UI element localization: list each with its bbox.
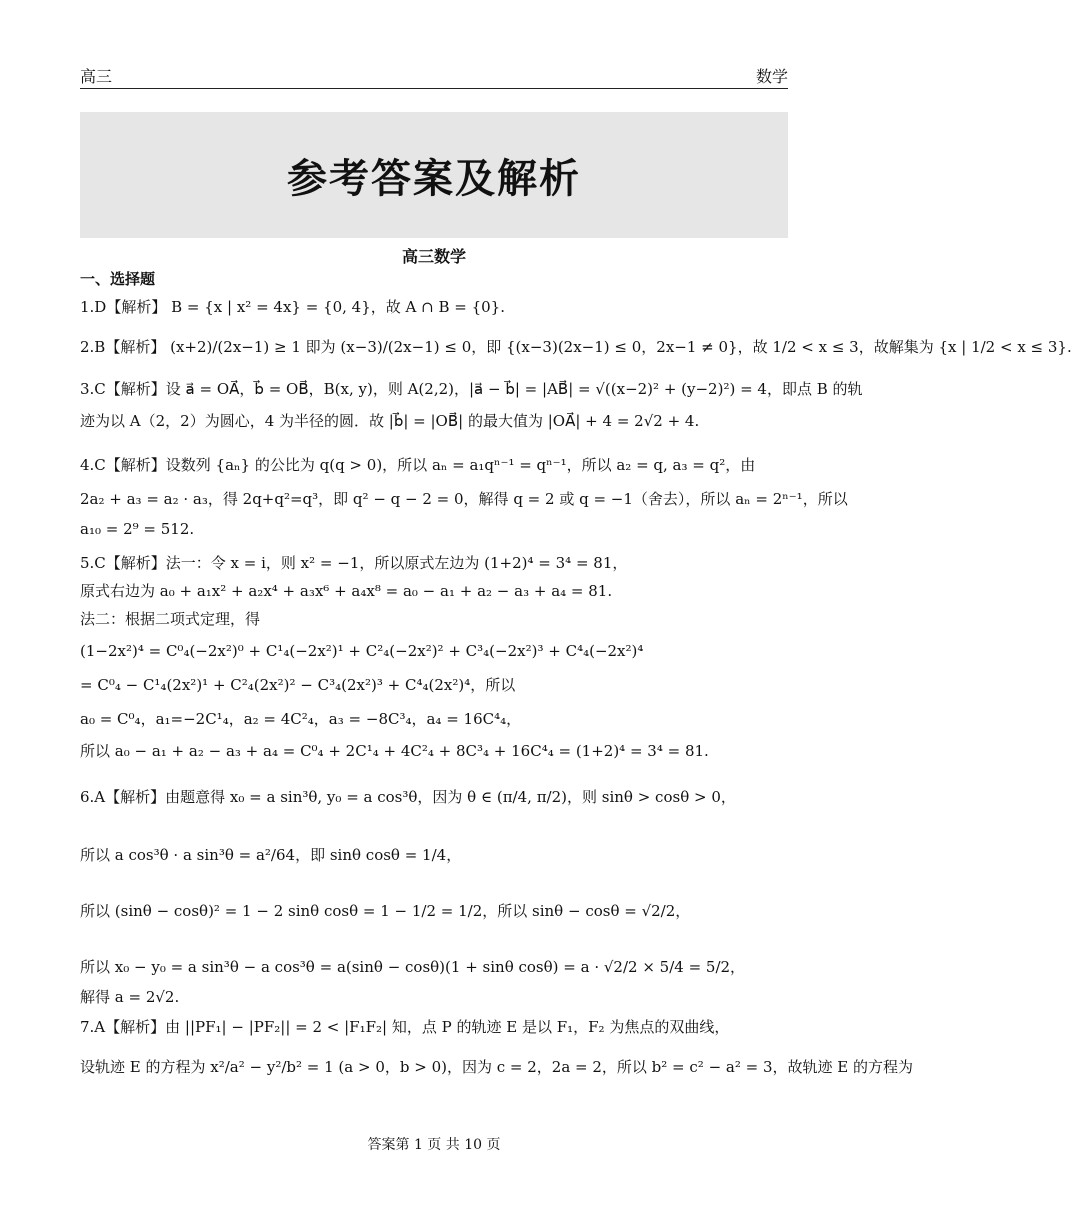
answer-line: a₀ = C⁰₄，a₁=−2C¹₄，a₂ = 4C²₄，a₃ = −8C³₄，a₄ = 16C⁴₄，: [80, 710, 522, 728]
answer-line: a₁₀ = 2⁹ = 512.: [80, 520, 195, 538]
answer-line: 所以 x₀ − y₀ = a sin³θ − a cos³θ = a(sinθ − cosθ)(1 + sinθ cosθ) = a · √2/2 × 5/4 = 5/2，: [80, 958, 746, 976]
answer-line: 7.A【解析】由 ||PF₁| − |PF₂|| = 2 < |F₁F₂| 知，点 P 的轨迹 E 是以 F₁，F₂ 为焦点的双曲线，: [80, 1018, 730, 1036]
document-subtitle: 高三数学: [401, 247, 466, 266]
answer-line: (1−2x²)⁴ = C⁰₄(−2x²)⁰ + C¹₄(−2x²)¹ + C²₄(−2x²)² + C³₄(−2x²)³ + C⁴₄(−2x²)⁴: [80, 642, 644, 660]
answer-line: 迹为以 A（2，2）为圆心，4 为半径的圆．故 |b⃗| = |OB⃗| 的最大值为 |OA⃗| + 4 = 2√2 + 4.: [80, 412, 700, 430]
answer-line: 6.A【解析】由题意得 x₀ = a sin³θ, y₀ = a cos³θ，因为 θ ∈ (π/4, π/2)，则 sinθ > cosθ > 0，: [80, 788, 736, 806]
title-banner: [80, 112, 788, 238]
answer-line: 原式右边为 a₀ + a₁x² + a₂x⁴ + a₃x⁶ + a₄x⁸ = a₀ − a₁ + a₂ − a₃ + a₄ = 81.: [80, 582, 613, 600]
answer-line: 所以 a₀ − a₁ + a₂ − a₃ + a₄ = C⁰₄ + 2C¹₄ + 4C²₄ + 8C³₄ + 16C⁴₄ = (1+2)⁴ = 3⁴ = 81.: [80, 742, 709, 760]
answer-line: 5.C【解析】法一：令 x = i，则 x² = −1，所以原式左边为 (1+2)⁴ = 3⁴ = 81，: [80, 554, 628, 572]
header-subject: 数学: [755, 67, 788, 86]
answer-line: 1.D【解析】 B = {x | x² = 4x} = {0, 4}，故 A ∩ B = {0}.: [80, 298, 505, 316]
answer-line: 2.B【解析】 (x+2)/(2x−1) ≥ 1 即为 (x−3)/(2x−1) ≤ 0，即 {(x−3)(2x−1) ≤ 0，2x−1 ≠ 0}，故 1/2 < x ≤ 3，故解集为 {x | 1/2 < x ≤ 3}.: [80, 338, 1072, 356]
answer-line: 解得 a = 2√2.: [80, 988, 180, 1006]
answer-line: 法二：根据二项式定理，得: [80, 610, 261, 628]
page-header: [80, 64, 788, 89]
answer-body: [80, 268, 1072, 1078]
section-heading: 一、选择题: [80, 270, 156, 288]
answer-line: 所以 (sinθ − cosθ)² = 1 − 2 sinθ cosθ = 1 − 1/2 = 1/2，所以 sinθ − cosθ = √2/2，: [80, 902, 691, 920]
answer-line: 2a₂ + a₃ = a₂ · a₃，得 2q+q²=q³，即 q² − q − 2 = 0，解得 q = 2 或 q = −1（舍去），所以 aₙ = 2ⁿ⁻¹，所以: [80, 490, 848, 508]
banner-title: 参考答案及解析: [287, 154, 581, 202]
page-footer: 答案第 1 页 共 10 页: [367, 1137, 501, 1153]
answer-line: 所以 a cos³θ · a sin³θ = a²/64，即 sinθ cosθ = 1/4，: [80, 846, 462, 864]
answer-line: 3.C【解析】设 a⃗ = OA⃗，b⃗ = OB⃗，B(x, y)，则 A(2,2)，|a⃗ − b⃗| = |AB⃗| = √((x−2)² + (y−2)²) = 4，即点 B 的轨: [80, 380, 863, 398]
answer-line: 设轨迹 E 的方程为 x²/a² − y²/b² = 1 (a > 0，b > 0)，因为 c = 2，2a = 2，所以 b² = c² − a² = 3，故轨迹 E 的方程为: [80, 1058, 914, 1076]
header-grade: 高三: [80, 67, 113, 86]
answer-line: 4.C【解析】设数列 {aₙ} 的公比为 q(q > 0)，所以 aₙ = a₁qⁿ⁻¹ = qⁿ⁻¹，所以 a₂ = q, a₃ = q²，由: [80, 456, 756, 474]
answer-line: = C⁰₄ − C¹₄(2x²)¹ + C²₄(2x²)² − C³₄(2x²)³ + C⁴₄(2x²)⁴，所以: [80, 676, 516, 694]
